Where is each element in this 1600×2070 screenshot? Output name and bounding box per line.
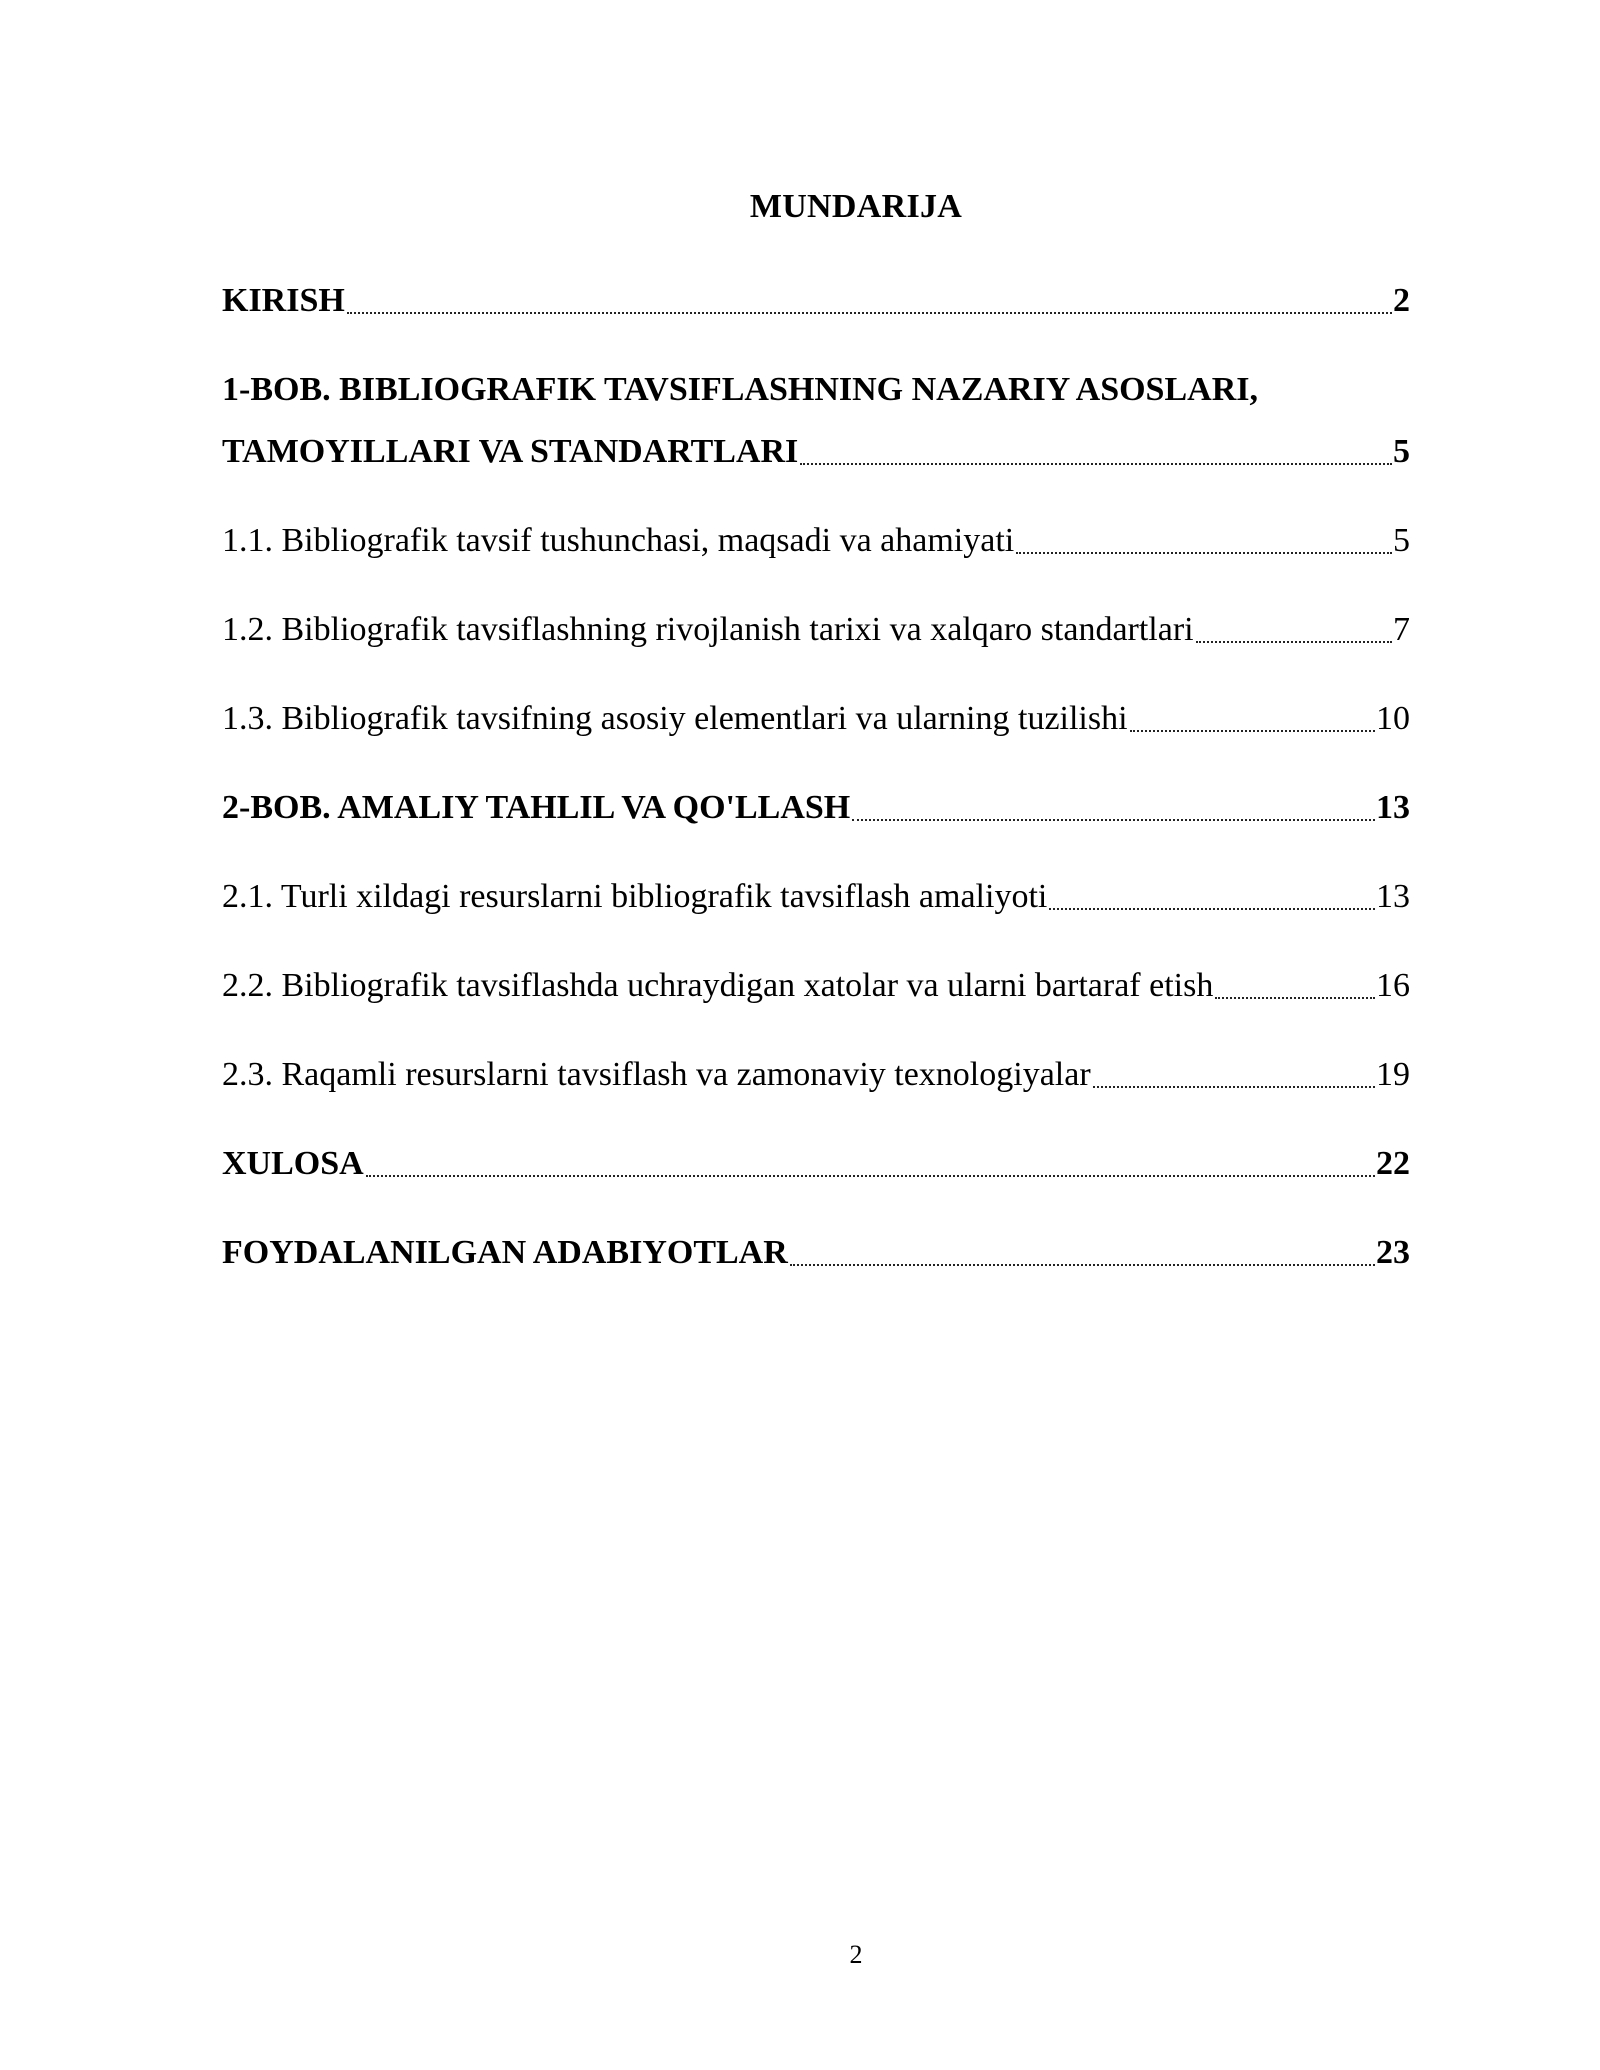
toc-entry-title: 1.3. Bibliografik tavsifning asosiy elementlari va ularning tuzilishi — [222, 700, 1128, 737]
toc-entry[interactable] — [222, 688, 1410, 750]
dot-leader — [1093, 1086, 1375, 1088]
toc-entry-page-number: 7 — [1393, 611, 1410, 648]
toc-entry-page-number: 13 — [1376, 789, 1410, 826]
dot-leader — [1130, 730, 1375, 732]
toc-entry[interactable] — [222, 1222, 1410, 1284]
dot-leader — [790, 1264, 1375, 1266]
toc-entry-title: 2.1. Turli xildagi resurslarni bibliografik tavsiflash amaliyoti — [222, 878, 1048, 915]
toc-entry[interactable] — [222, 1044, 1410, 1106]
toc-entry[interactable] — [222, 359, 1410, 483]
toc-entry-row — [222, 421, 1410, 483]
toc-entry-page-number: 19 — [1376, 1056, 1410, 1093]
toc-entry-row — [222, 1133, 1410, 1195]
toc-entry[interactable] — [222, 866, 1410, 928]
toc-entry-page-number: 13 — [1376, 878, 1410, 915]
toc-entry-title-line: 1-BOB. BIBLIOGRAFIK TAVSIFLASHNING NAZARIY ASOSLARI, — [222, 371, 1258, 408]
toc-entry[interactable] — [222, 510, 1410, 572]
toc-entry-row — [222, 270, 1410, 332]
toc-entry-title: 2-BOB. AMALIY TAHLIL VA QO'LLASH — [222, 789, 851, 826]
toc-entry-title: TAMOYILLARI VA STANDARTLARI — [222, 433, 799, 470]
dot-leader — [1196, 641, 1392, 643]
dot-leader — [366, 1175, 1375, 1177]
dot-leader — [1016, 552, 1392, 554]
toc-entry-page-number: 5 — [1393, 522, 1410, 559]
dot-leader — [800, 463, 1392, 465]
page-number: 2 — [849, 1940, 863, 1969]
page-title: MUNDARIJA — [749, 188, 963, 225]
toc-entry-page-number: 23 — [1376, 1234, 1410, 1271]
toc-entry-row — [222, 1044, 1410, 1106]
toc-entry-title: 1.1. Bibliografik tavsif tushunchasi, maqsadi va ahamiyati — [222, 522, 1015, 559]
toc-entry-title: 1.2. Bibliografik tavsiflashning rivojlanish tarixi va xalqaro standartlari — [222, 611, 1194, 648]
toc-entry-row — [222, 955, 1410, 1017]
toc-entry-title: 2.2. Bibliografik tavsiflashda uchraydigan xatolar va ularni bartaraf etish — [222, 967, 1214, 1004]
toc-entry-page-number: 16 — [1376, 967, 1410, 1004]
toc-entry[interactable] — [222, 1133, 1410, 1195]
toc-entry-row — [222, 777, 1410, 839]
toc-entry[interactable] — [222, 955, 1410, 1017]
table-of-contents — [222, 270, 1410, 1311]
toc-entry-row — [222, 866, 1410, 928]
dot-leader — [852, 819, 1375, 821]
toc-entry-title: XULOSA — [222, 1145, 364, 1182]
toc-entry-row — [222, 599, 1410, 661]
toc-entry[interactable] — [222, 270, 1410, 332]
toc-entry-page-number: 22 — [1376, 1145, 1410, 1182]
toc-entry-row — [222, 1222, 1410, 1284]
toc-entry-page-number: 10 — [1376, 700, 1410, 737]
toc-entry-page-number: 2 — [1393, 282, 1410, 319]
dot-leader — [347, 312, 1392, 314]
toc-entry-row — [222, 688, 1410, 750]
dot-leader — [1215, 997, 1375, 999]
dot-leader — [1049, 908, 1375, 910]
toc-entry[interactable] — [222, 599, 1410, 661]
toc-entry-page-number: 5 — [1393, 433, 1410, 470]
toc-entry-title: KIRISH — [222, 282, 345, 319]
toc-entry-title: FOYDALANILGAN ADABIYOTLAR — [222, 1234, 788, 1271]
toc-entry[interactable] — [222, 777, 1410, 839]
toc-entry-title: 2.3. Raqamli resurslarni tavsiflash va zamonaviy texnologiyalar — [222, 1056, 1091, 1093]
toc-entry-row — [222, 510, 1410, 572]
